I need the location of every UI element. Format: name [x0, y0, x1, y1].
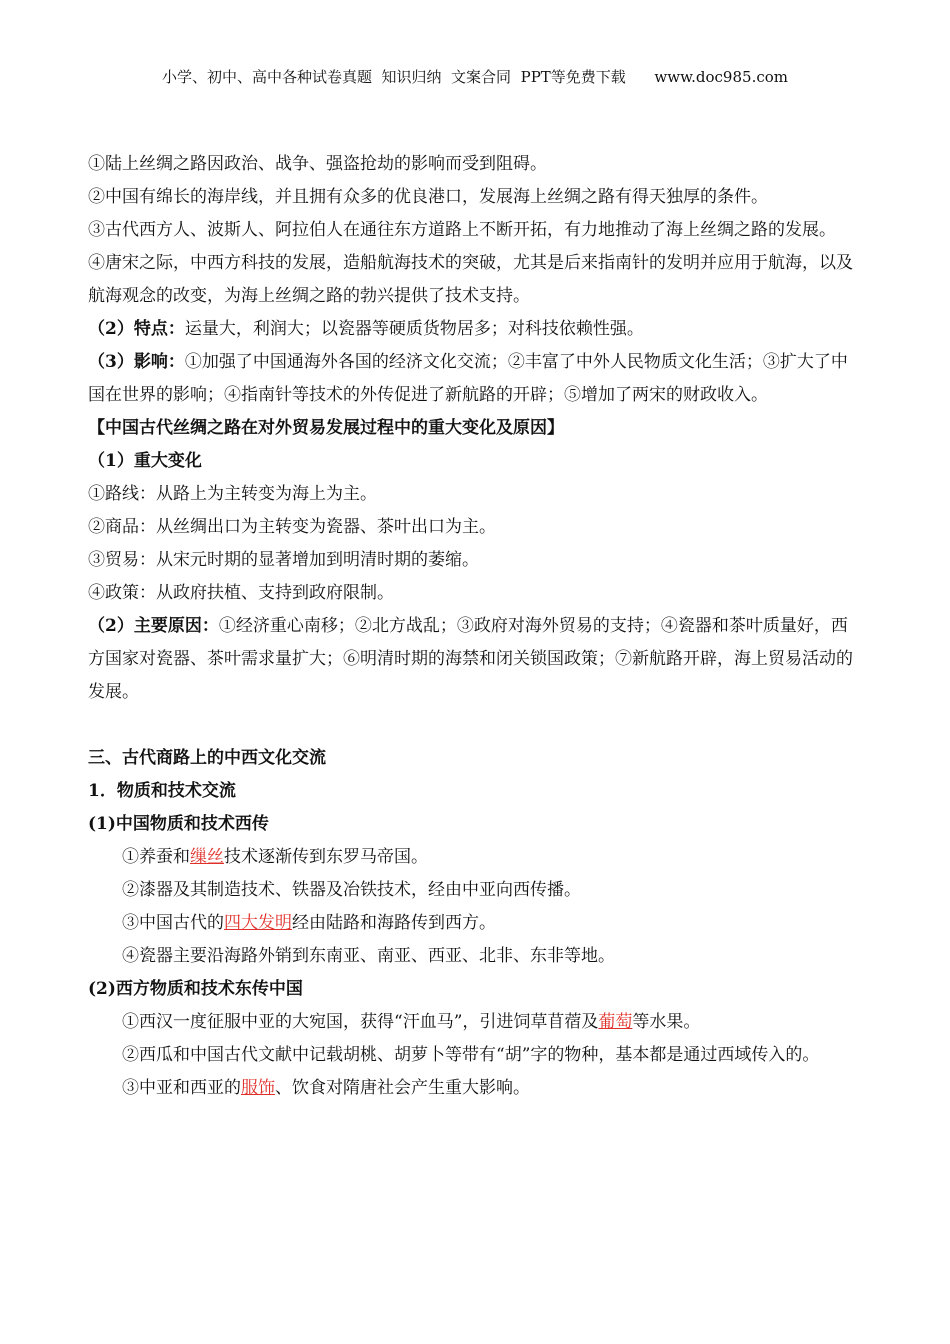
change-label: （1）重大变化 — [88, 451, 202, 471]
west-item-3-a: ③中国古代的 — [122, 913, 224, 933]
west-item-1-a: ①养蚕和 — [122, 847, 190, 867]
box-title: 【中国古代丝绸之路在对外贸易发展过程中的重大变化及原因】 — [88, 418, 564, 438]
highlight-four-inventions: 四大发明 — [224, 913, 292, 933]
west-item-1 — [88, 841, 864, 874]
cause-paragraph — [88, 610, 864, 709]
section3-sub1: 1．物质和技术交流 — [88, 781, 236, 801]
feature-text: 运量大，利润大；以瓷器等硬质货物居多；对科技依赖性强。 — [184, 319, 644, 339]
east-item-1 — [88, 1006, 864, 1039]
west-title: (1)中国物质和技术西传 — [88, 814, 269, 834]
section3-title: 三、古代商路上的中西文化交流 — [88, 748, 326, 768]
highlight-clothing: 服饰 — [241, 1078, 275, 1098]
highlight-silk-reeling: 缫丝 — [190, 847, 224, 867]
reason-4: ④唐宋之际，中西方科技的发展，造船航海技术的突破，尤其是后来指南针的发明并应用于航海，以及航海观念的改变，为海上丝绸之路的勃兴提供了技术支持。 — [88, 253, 853, 306]
cause-label: （2）主要原因： — [88, 616, 219, 636]
cause-text: ①经济重心南移；②北方战乱；③政府对海外贸易的支持；④瓷器和茶叶质量好，西方国家对瓷器、茶叶需求量扩大；⑥明清时期的海禁和闭关锁国政策；⑦新航路开辟，海上贸易活动的发展。 — [88, 616, 853, 702]
west-item-3-b: 经由陆路和海路传到西方。 — [292, 913, 496, 933]
change-1: ①路线：从路上为主转变为海上为主。 — [88, 484, 377, 504]
east-item-1-a: ①西汉一度征服中亚的大宛国，获得“汗血马”，引进饲草苜蓿及 — [122, 1012, 599, 1032]
west-item-2: ②漆器及其制造技术、铁器及冶铁技术，经由中亚向西传播。 — [122, 880, 581, 900]
feature-label: （2）特点： — [88, 319, 185, 339]
reason-1: ①陆上丝绸之路因政治、战争、强盗抢劫的影响而受到阻碍。 — [88, 154, 547, 174]
east-item-1-b: 等水果。 — [632, 1012, 701, 1032]
west-item-3 — [88, 907, 864, 940]
change-4: ④政策：从政府扶植、支持到政府限制。 — [88, 583, 394, 603]
east-item-2: ②西瓜和中国古代文献中记载胡桃、胡萝卜等带有“胡”字的物种，基本都是通过西域传入的。 — [122, 1045, 820, 1065]
document-body — [88, 148, 864, 1105]
east-item-3 — [88, 1072, 864, 1105]
east-title: (2)西方物质和技术东传中国 — [88, 979, 303, 999]
highlight-grape: 葡萄 — [598, 1012, 633, 1032]
east-item-3-b: 、饮食对隋唐社会产生重大影响。 — [275, 1078, 530, 1098]
feature-paragraph — [88, 313, 864, 346]
reason-2: ②中国有绵长的海岸线，并且拥有众多的优良港口，发展海上丝绸之路有得天独厚的条件。 — [88, 187, 768, 207]
impact-paragraph — [88, 346, 864, 412]
page-header: 小学、初中、高中各种试卷真题 知识归纳 文案合同 PPT等免费下载 www.doc985.com — [161, 68, 788, 86]
reason-3: ③古代西方人、波斯人、阿拉伯人在通往东方道路上不断开拓，有力地推动了海上丝绸之路的发展。 — [88, 220, 836, 240]
change-3: ③贸易：从宋元时期的显著增加到明清时期的萎缩。 — [88, 550, 479, 570]
impact-label: （3）影响： — [88, 352, 185, 372]
west-item-1-b: 技术逐渐传到东罗马帝国。 — [224, 847, 428, 867]
spacer — [88, 709, 864, 742]
change-2: ②商品：从丝绸出口为主转变为瓷器、茶叶出口为主。 — [88, 517, 496, 537]
impact-text: ①加强了中国通海外各国的经济文化交流；②丰富了中外人民物质文化生活；③扩大了中国在世界的影响；④指南针等技术的外传促进了新航路的开辟；⑤增加了两宋的财政收入。 — [88, 352, 848, 405]
west-item-4: ④瓷器主要沿海路外销到东南亚、南亚、西亚、北非、东非等地。 — [122, 946, 615, 966]
east-item-3-a: ③中亚和西亚的 — [122, 1078, 241, 1098]
